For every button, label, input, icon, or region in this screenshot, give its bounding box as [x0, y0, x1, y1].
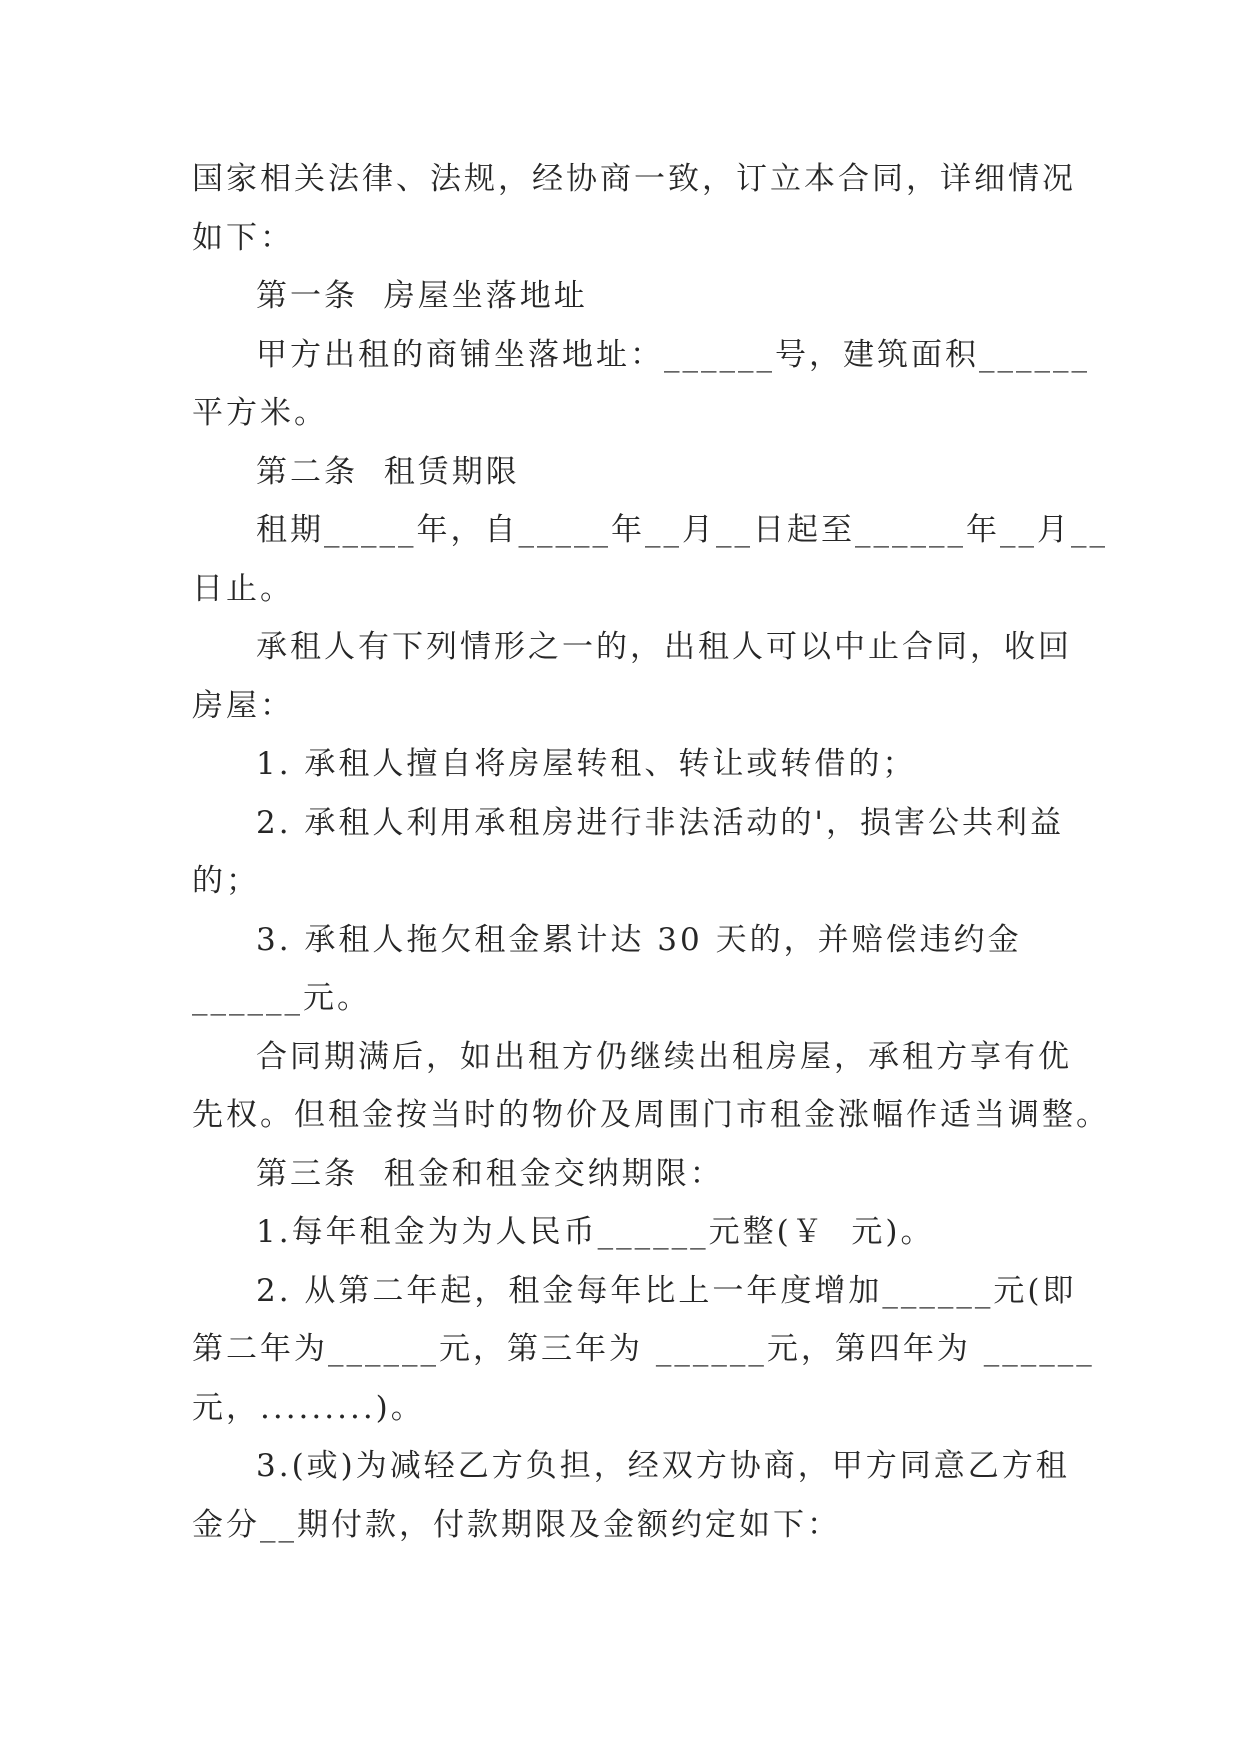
text-line: 甲方出租的商铺坐落地址：______号，建筑面积______ [256, 336, 1090, 373]
text-line: 金分__期付款，付款期限及金额约定如下： [192, 1506, 841, 1543]
text-line: 元，.........)。 [192, 1389, 425, 1426]
list-item: 2. 承租人利用承租房进行非法活动的'，损害公共利益 [256, 804, 1064, 841]
section-heading-3: 第三条 租金和租金交纳期限： [256, 1155, 724, 1192]
list-item: 2. 从第二年起，租金每年比上一年度增加______元(即 [256, 1272, 1077, 1309]
text-line: 先权。但租金按当时的物价及周围门市租金涨幅作适当调整。 [192, 1097, 1110, 1133]
list-item: 1. 承租人擅自将房屋转租、转让或转借的； [256, 746, 917, 782]
text-line: 合同期满后，如出租方仍继续出租房屋，承租方享有优 [256, 1038, 1072, 1075]
text-line: 房屋： [192, 687, 294, 724]
text-line: 承租人有下列情形之一的，出租人可以中止合同，收回 [256, 629, 1072, 665]
text-line: 国家相关法律、法规，经协商一致，订立本合同，详细情况 [192, 161, 1076, 197]
text-line: 如下： [192, 219, 294, 256]
document-body [192, 150, 1110, 1554]
text-line: 租期_____年，自_____年__月__日起至______年__月__ [256, 512, 1108, 548]
text-line: 的； [192, 863, 260, 899]
list-item: 1.每年租金为为人民币______元整(￥ 元)。 [256, 1214, 935, 1250]
text-line: 平方米。 [192, 395, 328, 431]
text-line: 日止。 [192, 570, 294, 607]
list-item: 3. 承租人拖欠租金累计达 30 天的，并赔偿违约金 [256, 921, 1022, 958]
text-line: 第二年为______元，第三年为 ______元，第四年为 ______ [192, 1331, 1095, 1367]
text-line: ______元。 [192, 980, 371, 1016]
section-heading-2: 第二条 租赁期限 [256, 453, 520, 490]
section-heading-1: 第一条 房屋坐落地址 [256, 278, 588, 314]
list-item: 3.(或)为减轻乙方负担，经双方协商，甲方同意乙方租 [256, 1448, 1070, 1484]
